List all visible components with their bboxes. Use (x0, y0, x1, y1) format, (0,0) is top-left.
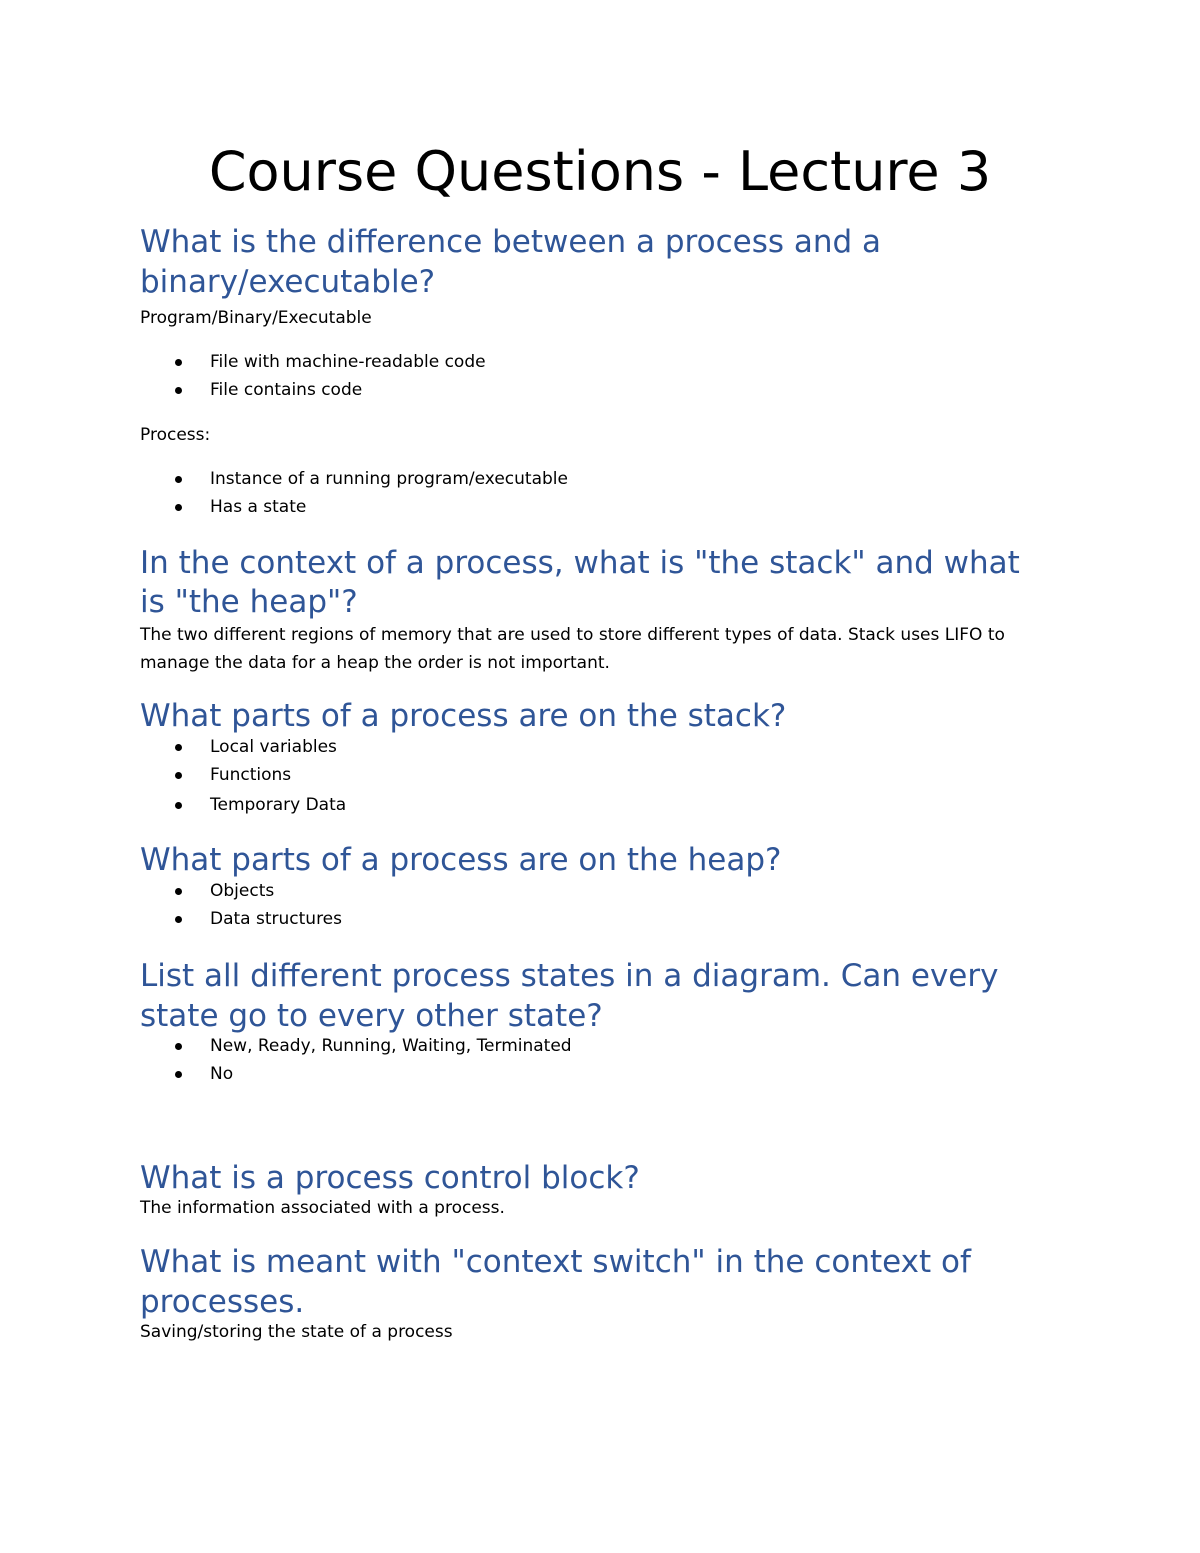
bullet-list (140, 465, 1060, 521)
bullet-icon (175, 916, 182, 923)
list-item (140, 348, 1060, 376)
paragraph: Saving/storing the state of a process (140, 1322, 453, 1342)
bullet-list (140, 733, 1060, 819)
list-item-text: Functions (210, 765, 292, 785)
list-item-text: Has a state (210, 497, 307, 517)
list-item-text: File contains code (210, 380, 363, 400)
bullet-icon (175, 504, 182, 511)
list-item-text: Data structures (210, 909, 342, 929)
paragraph: Program/Binary/Executable (140, 308, 372, 328)
list-item (140, 1032, 1060, 1060)
list-item-text: Instance of a running program/executable (210, 469, 568, 489)
paragraph: The two different regions of memory that are used to store different types of data. Stack uses LIFO to manage the data for a heap the order is not important. (140, 625, 1005, 673)
question-heading: What parts of a process are on the stack? (140, 698, 787, 734)
bullet-list (140, 1032, 1060, 1088)
question-heading: In the context of a process, what is "the stack" and what is "the heap"? (140, 545, 1020, 620)
list-item (140, 733, 1060, 761)
bullet-icon (175, 1071, 182, 1078)
list-item (140, 1060, 1060, 1088)
list-item (140, 877, 1060, 905)
question-heading: What is a process control block? (140, 1160, 640, 1196)
list-item (140, 791, 1060, 819)
list-item (140, 761, 1060, 789)
bullet-icon (175, 1043, 182, 1050)
bullet-list (140, 877, 1060, 933)
paragraph: The information associated with a process. (140, 1198, 505, 1218)
list-item (140, 376, 1060, 404)
document-title: Course Questions - Lecture 3 (208, 140, 992, 203)
list-item (140, 465, 1060, 493)
list-item (140, 493, 1060, 521)
bullet-list (140, 348, 1060, 404)
list-item-text: New, Ready, Running, Waiting, Terminated (210, 1036, 572, 1056)
question-heading: What is the difference between a process and a binary/executable? (140, 224, 882, 300)
bullet-icon (175, 359, 182, 366)
question-heading: What parts of a process are on the heap? (140, 842, 782, 878)
list-item-text: Temporary Data (210, 795, 347, 815)
bullet-icon (175, 744, 182, 751)
bullet-icon (175, 802, 182, 809)
bullet-icon (175, 888, 182, 895)
bullet-icon (175, 476, 182, 483)
document-body (140, 222, 1060, 1346)
question-heading: What is meant with "context switch" in the context of processes. (140, 1244, 971, 1320)
bullet-icon (175, 387, 182, 394)
list-item (140, 905, 1060, 933)
list-item-text: Local variables (210, 737, 337, 757)
question-heading: List all different process states in a diagram. Can every state go to every other state? (140, 958, 999, 1034)
paragraph: Process: (140, 425, 211, 445)
list-item-text: No (210, 1064, 234, 1084)
list-item-text: Objects (210, 881, 275, 901)
list-item-text: File with machine-readable code (210, 352, 486, 372)
bullet-icon (175, 772, 182, 779)
